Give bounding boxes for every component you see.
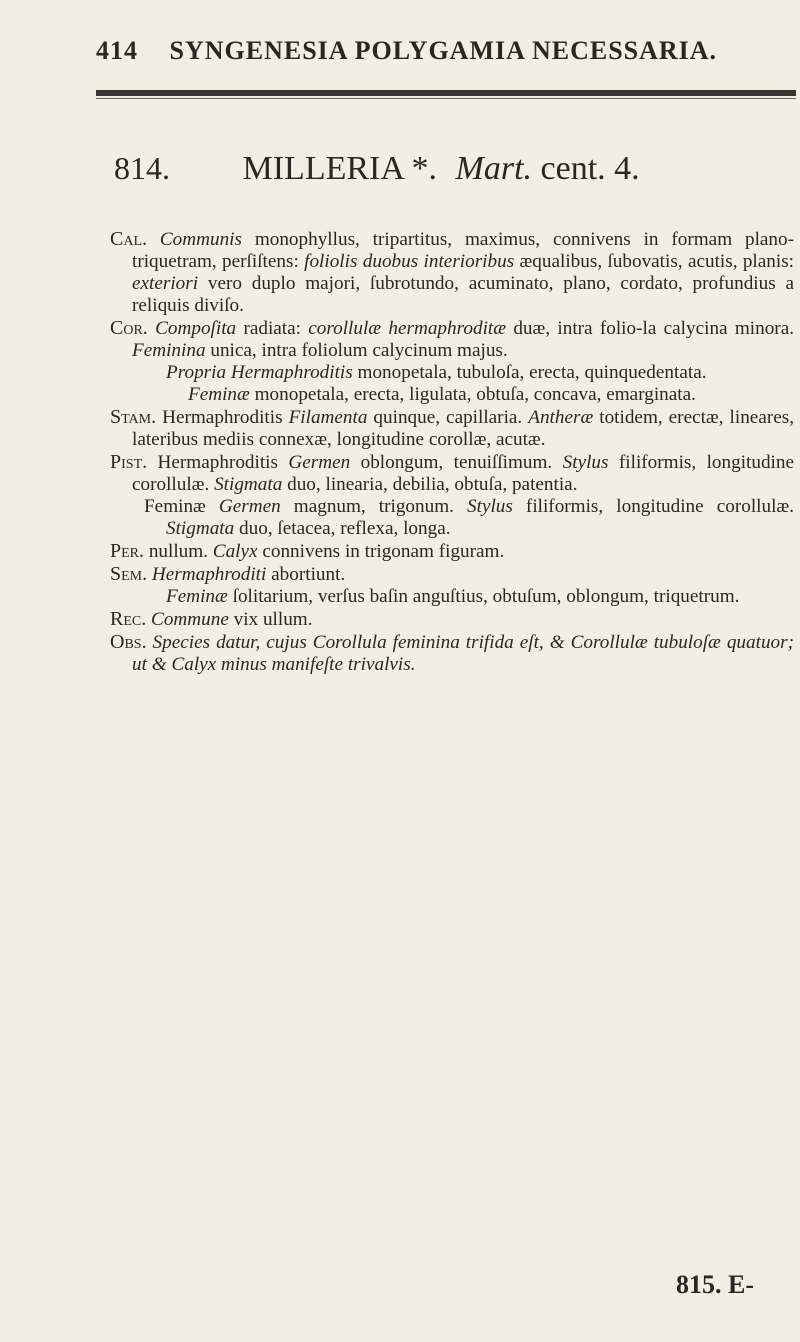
section-label-per: Per. xyxy=(110,540,145,562)
calyx-paragraph: Cal. Communis monophyllus, tripartitus, maximus, connivens in formam plano-triquetram, perſiſtens: foliolis duobus interioribus æqualibus, ſubovatis, acutis, planis: exteriori vero duplo majori, ſubrotundo, acuminato, plano, cordato, profundius a reliquis diviſo. xyxy=(110,228,794,316)
genus-name: MILLERIA *. xyxy=(242,150,438,187)
seed-paragraph: Sem. Hermaphroditi abortiunt. xyxy=(110,563,346,585)
page-number: 414 xyxy=(96,36,138,65)
observation-paragraph: Obs. Species datur, cujus Corollula feminina trifida eſt, & Corollulæ tubuloſæ quatuor; ut & Calyx minus manifeſte trivalvis. xyxy=(110,631,794,675)
section-label-cal: Cal. xyxy=(110,228,148,250)
entry-body xyxy=(110,228,794,676)
corolla-propria-paragraph: Propria Hermaphroditis monopetala, tubuloſa, erecta, quinquedentata. xyxy=(166,362,707,383)
entry-number: 814. xyxy=(114,150,170,186)
section-label-cor: Cor. xyxy=(110,317,148,339)
pistil-paragraph: Pist. Hermaphroditis Germen oblongum, tenuiſſimum. Stylus filiformis, longitudine corollulæ. Stigmata duo, linearia, debilia, obtuſa, patentia. xyxy=(110,451,794,495)
receptacle-paragraph: Rec. Commune vix ullum. xyxy=(110,608,313,630)
section-label-rec: Rec. xyxy=(110,608,147,630)
section-label-stam: Stam. xyxy=(110,406,157,428)
catchword: 815. E- xyxy=(676,1270,754,1299)
pericarp-paragraph: Per. nullum. Calyx connivens in trigonam figuram. xyxy=(110,540,505,562)
corolla-paragraph: Cor. Compoſita radiata: corollulæ hermaphroditæ duæ, intra folio-la calycina minora. Feminina unica, intra foliolum calycinum majus. xyxy=(110,317,795,361)
section-label-pist: Pist. xyxy=(110,451,148,473)
running-head xyxy=(96,36,796,66)
pistil-feminae-paragraph: Feminæ Germen magnum, trigonum. Stylus filiformis, longitudine corollulæ. Stigmata duo, ſetacea, reflexa, longa. xyxy=(144,496,795,539)
header-rule-thin xyxy=(96,98,796,99)
section-label-sem: Sem. xyxy=(110,563,148,585)
genus-authority: Mart. xyxy=(455,150,533,187)
genus-heading xyxy=(114,150,640,188)
corolla-feminae-paragraph: Feminæ monopetala, erecta, ligulata, obtuſa, concava, emarginata. xyxy=(188,384,696,405)
genus-reference: cent. 4. xyxy=(540,150,640,187)
running-title: SYNGENESIA POLYGAMIA NECESSARIA. xyxy=(169,36,718,65)
section-label-obs: Obs. xyxy=(110,631,147,653)
header-rule xyxy=(96,90,796,96)
stamen-paragraph: Stam. Hermaphroditis Filamenta quinque, capillaria. Antheræ totidem, erectæ, lineares, lateribus mediis connexæ, longitudine corollæ, acutæ. xyxy=(110,406,794,450)
seed-feminae-paragraph: Feminæ ſolitarium, verſus baſin anguſtius, obtuſum, oblongum, triquetrum. xyxy=(166,586,740,607)
